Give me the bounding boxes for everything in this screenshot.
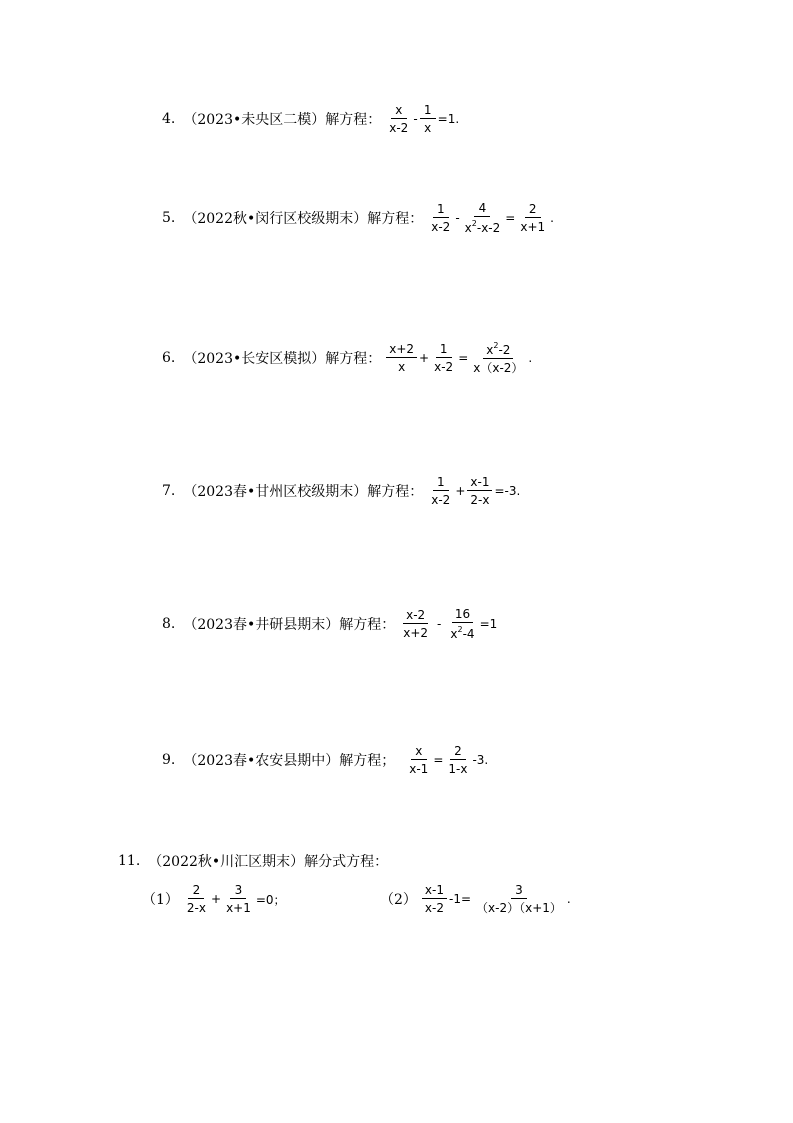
fraction: $\frac{1}{x-2}$ [431,475,451,507]
fraction: $\frac{3}{x+1}$ [226,883,251,915]
fraction: $\frac{4}{x^2-x-2}$ [464,201,501,235]
problem-11-part-2: （2） $\frac{x-1}{x-2}$ -1= $\frac{3}{(x-2)(x+1)}$ . [380,883,571,915]
fraction: $\frac{x-2}{x+2}$ [403,608,429,640]
fraction: $\frac{2}{1-x}$ [448,744,468,776]
fraction: $\frac{x}{x-1}$ [409,744,429,776]
fraction: $\frac{1}{x}$ [420,104,436,134]
problem-source: （2023•长安区模拟）解方程 [183,351,368,367]
fraction: $\frac{2}{2-x}$ [186,883,206,915]
problem-number: 8. [162,616,176,632]
fraction: $\frac{2}{x+1}$ [520,202,546,234]
sub-label: （2） [380,892,417,908]
problem-source: （2023春•甘州区校级期末）解方程 [183,484,410,500]
problem-5: 5. （2022秋•闵行区校级期末）解方程 ： $\frac{1}{x-2}$ - $\frac{4}{x^2-x-2}$ = $\frac{2}{x+1}$ . [162,201,554,235]
problem-source: （2022秋•川汇区期末）解分式方程 [148,854,375,870]
problem-number: 5. [162,210,176,226]
sub-label: （1） [142,892,179,908]
problem-9: 9. （2023春•农安县期中）解方程 ； $\frac{x}{x-1}$ = $\frac{2}{1-x}$ -3. [162,744,489,776]
problem-source: （2023春•井研县期末）解方程 [183,617,382,633]
problem-11: 11. （2022秋•川汇区期末）解分式方程 ： [118,853,389,870]
fraction: $\frac{1}{x-2}$ [434,342,454,374]
fraction: $\frac{x+2}{x}$ [386,343,417,373]
problem-number: 4. [162,111,176,127]
fraction: $\frac{x-1}{x-2}$ [422,884,447,914]
problem-8: 8. （2023春•井研县期末）解方程 ： $\frac{x-2}{x+2}$ - $\frac{16}{x^2-4}$ =1 [162,607,498,641]
problem-source: （2023春•农安县期中）解方程 [183,753,382,769]
fraction: $\frac{1}{x-2}$ [431,202,451,234]
problem-4: 4. （2023•未央区二模）解方程 ： $\frac{x}{x-2}$ - $\frac{1}{x}$ =1. [162,103,460,135]
fraction: $\frac{16}{x^2-4}$ [450,607,475,641]
problem-7: 7. （2023春•甘州区校级期末）解方程 ： $\frac{1}{x-2}$ + $\frac{x-1}{2-x}$ =-3. [162,475,521,507]
fraction: $\frac{3}{(x-2)(x+1)}$ [476,883,562,915]
problem-number: 9. [162,752,176,768]
problem-source: （2023•未央区二模）解方程 [183,112,368,128]
problem-11-part-1: （1） $\frac{2}{2-x}$ + $\frac{3}{x+1}$ =0； [142,883,286,915]
problem-number: 7. [162,483,176,499]
problem-6: 6. （2023•长安区模拟）解方程 ： $\frac{x+2}{x}$ + $\frac{1}{x-2}$ = $\frac{x^2-2}{x(x-2)}$ . [162,341,533,375]
fraction: $\frac{x-1}{2-x}$ [467,476,492,506]
fraction: $\frac{x}{x-2}$ [389,103,409,135]
problem-source: （2022秋•闵行区校级期末）解方程 [183,211,410,227]
fraction: $\frac{x^2-2}{x(x-2)}$ [473,341,524,375]
problem-number: 6. [162,350,176,366]
problem-number: 11. [118,853,141,869]
